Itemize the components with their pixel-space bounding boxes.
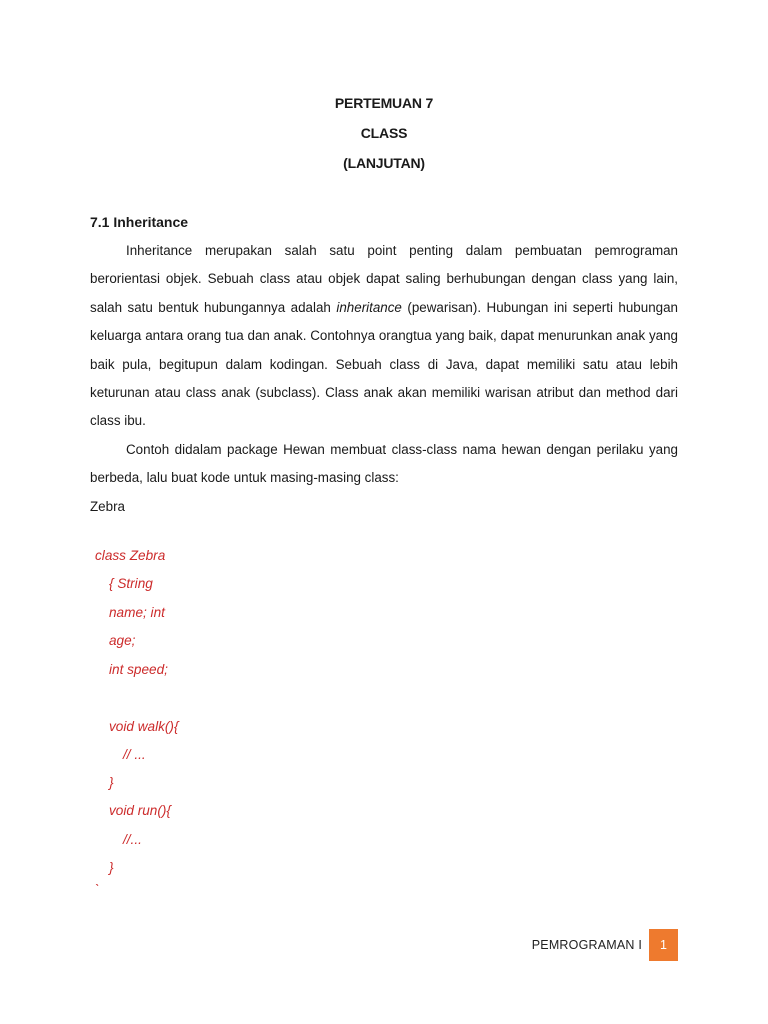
code-line: } [109,860,114,875]
code-label: Zebra [90,499,125,514]
code-line: //... [123,832,142,847]
code-line: void run(){ [109,803,171,818]
page-number-badge: 1 [649,929,678,961]
code-line: class Zebra [95,548,166,563]
paragraph-2: Contoh didalam package Hewan membuat class-class nama hewan dengan perilaku yang berbeda, lalu buat kode untuk masing-masing class: [90,441,678,486]
chapter-title: PERTEMUAN 7 [334,95,434,111]
code-line: name; int [109,605,165,620]
paragraph-1-emphasis: inheritance [336,299,402,315]
paragraph-1-text-a: Inheritance merupakan salah satu point penting dalam pembuatan pemrograman berorientasi objek. Sebuah class atau objek dapat saling berhubungan dengan class yang lain, salah satu bentuk hubungannya adalah [90,243,678,315]
chapter-subtitle: CLASS [360,125,408,141]
footer-course-name: PEMROGRAMAN I [531,938,642,952]
code-line: } [109,775,114,790]
code-line: // ... [123,747,146,762]
chapter-subtitle-note: (LANJUTAN) [343,155,425,171]
paragraph-inheritance [90,237,678,493]
section-heading: 7.1 Inheritance [90,214,189,230]
paragraph-1 [90,237,678,436]
code-line: int speed; [109,662,168,677]
code-line: age; [109,633,136,648]
code-line: ` [95,882,100,897]
code-line: void walk(){ [109,719,179,734]
paragraph-1-text-b: (pewarisan). Hubungan ini seperti hubungan keluarga antara orang tua dan anak. Contohnya orangtua yang baik, dapat menurunkan anak yang baik pula, begitupun dalam kodingan. Sebuah class di Java, dapat memiliki satu atau lebih keturunan atau class anak (subclass). Class anak akan memiliki warisan atribut dan method dari class ibu. [90,299,678,429]
code-line: { String [109,576,153,591]
